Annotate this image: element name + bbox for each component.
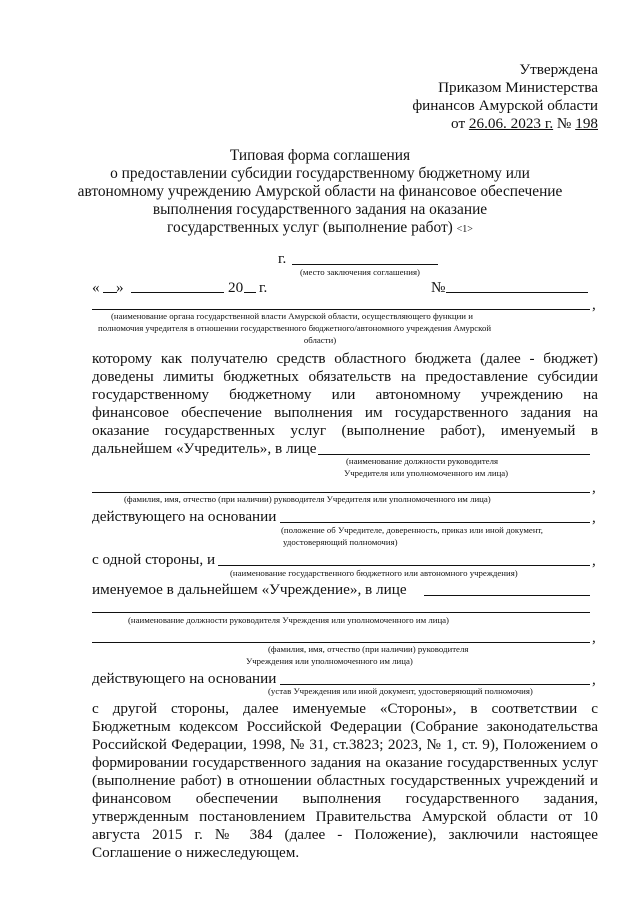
agreement-number-field[interactable] [446,292,588,293]
institution-name-caption: (наименование государственного бюджетного или автономного учреждения) [230,568,518,578]
founder-caption-line-1: (наименование органа государственной власти Амурской области, осуществляющего функции и [111,311,473,321]
title-line-1: Типовая форма соглашения [229,147,411,164]
founder-position-caption-2: Учредителя или уполномоченного им лица) [344,468,509,478]
institution-basis-field[interactable] [280,684,590,685]
approval-line-2: Приказом Министерства [438,79,598,96]
day-field[interactable] [103,292,117,293]
title-line-5-text: государственных услуг (выполнение работ) [167,219,453,236]
founder-position-field[interactable] [318,454,590,455]
year-prefix: 20 [228,279,244,296]
founder-name-field[interactable] [92,309,590,310]
founder-position-caption-1: (наименование должности руководителя [346,456,499,466]
para2-line-1: с другой стороны, далее именуемые «Стороны», в соответствии с [92,700,598,717]
para2-line-9: Соглашение о нижеследующем. [92,844,300,861]
para1-line-6: дальнейшем «Учредитель», в лице [92,440,317,457]
acting-basis-label: действующего на основании [92,508,277,525]
institution-position-field-2[interactable] [92,612,590,613]
year-suffix: г. [259,279,268,296]
institution-position-field-1[interactable] [424,595,590,596]
para2-line-3: Российской Федерации, 1998, № 31, ст.3823; 2023, № 1, ст. 9), Положением о [92,736,598,753]
institution-fio-caption-1: (фамилия, имя, отчество (при наличии) руководителя [268,644,469,654]
approval-line-1: Утверждена [519,61,598,78]
footnote-ref: <1> [456,224,473,235]
named-institution-label: именуемое в дальнейшем «Учреждение», в лице [92,581,407,598]
approval-number-label: № [556,115,572,132]
para2-line-2: Бюджетным кодексом Российской Федерации (Собрание законодательства [92,718,598,735]
place-field[interactable] [292,264,438,265]
approval-prefix: от [451,115,466,132]
year-field[interactable] [244,292,256,293]
comma-3: , [592,509,596,526]
founder-caption-line-2: полномочия учредителя в отношении государственного бюджетного/автономного учреждения Амурской [98,323,492,333]
approval-date-line [451,116,598,131]
date-quote-close: » [116,279,124,296]
para1-line-3: государственному бюджетному или автономному учреждению на [92,386,598,403]
title-line-2: о предоставлении субсидии государственному бюджетному или [110,165,530,182]
para1-line-4: финансовое обеспечение выполнения им государственного задания на [92,404,598,421]
para1-line-1: которому как получателю средств областного бюджета (далее - бюджет) [92,350,598,367]
comma-6: , [592,671,596,688]
founder-basis-caption-2: удостоверяющий полномочия) [283,537,398,547]
place-prefix: г. [278,250,287,267]
one-side-label: с одной стороны, и [92,551,216,568]
acting-basis-label-2: действующего на основании [92,670,277,687]
place-caption: (место заключения соглашения) [300,267,420,277]
agreement-number-label: № [431,279,446,296]
para1-line-2: доведены лимиты бюджетных обязательств на предоставление субсидии [92,368,598,385]
founder-basis-caption-1: (положение об Учредителе, доверенность, приказ или иной документ, [281,525,543,535]
founder-caption-line-3: области) [303,335,337,345]
month-field[interactable] [131,292,224,293]
comma-5: , [592,629,596,646]
founder-fio-caption: (фамилия, имя, отчество (при наличии) руководителя Учредителя или уполномоченного им лица) [124,494,491,504]
comma-4: , [592,552,596,569]
approval-number: 198 [575,115,598,132]
para1-line-5: оказание государственных услуг (выполнение работ), именуемый в [92,422,598,439]
para2-line-8: августа 2015 г. № 384 (далее - Положение), заключили настоящее [92,826,598,843]
date-quote-open: « [92,279,100,296]
title-line-5 [0,220,640,235]
para2-line-6: финансовом обеспечении выполнения государственного задания, [92,790,598,807]
institution-fio-caption-2: Учреждения или уполномоченного им лица) [246,656,413,666]
founder-fio-field[interactable] [92,492,590,493]
comma-2: , [592,479,596,496]
para2-line-5: (выполнение работ) в отношении областных государственных учреждений и [92,772,598,789]
para2-line-7: утвержденным постановлением Правительства Амурской области от 10 [92,808,598,825]
comma-1: , [592,296,596,313]
title-line-3: автономному учреждению Амурской области на финансовое обеспечение [77,183,563,200]
institution-name-field[interactable] [218,565,590,566]
institution-basis-caption: (устав Учреждения или иной документ, удостоверяющий полномочия) [268,686,533,696]
para2-line-4: формировании государственного задания на оказание государственных услуг [92,754,598,771]
institution-position-caption: (наименование должности руководителя Учреждения или уполномоченного им лица) [128,615,449,625]
approval-date: 26.06. 2023 г. [468,115,554,132]
approval-line-3: финансов Амурской области [412,97,598,114]
founder-basis-field[interactable] [280,522,590,523]
title-line-4: выполнения государственного задания на оказание [152,201,488,218]
institution-fio-field[interactable] [92,642,590,643]
